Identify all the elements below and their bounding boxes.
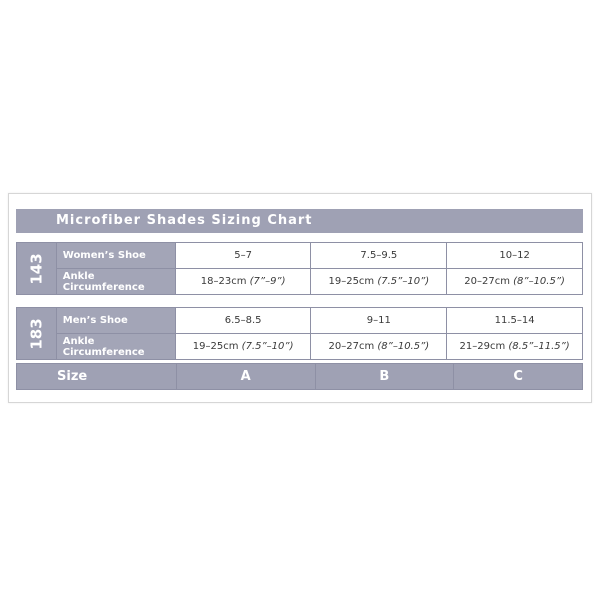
- cell-ankle-183-a: 19–25cm (7.5”–10”): [175, 334, 311, 360]
- cell-ankle-143-a: 18–23cm (7”–9”): [175, 269, 311, 295]
- group-id-183: 183: [17, 308, 57, 360]
- cell-womens-shoe-a: 5–7: [175, 243, 311, 269]
- cell-womens-shoe-b: 7.5–9.5: [311, 243, 447, 269]
- cell-mens-shoe-c: 11.5–14: [447, 308, 583, 334]
- size-row: [16, 363, 583, 390]
- cell-mens-shoe-a: 6.5–8.5: [175, 308, 311, 334]
- cell-womens-shoe-c: 10–12: [447, 243, 583, 269]
- cell-ankle-143-c: 20–27cm (8”–10.5”): [447, 269, 583, 295]
- cell-ankle-183-b: 20–27cm (8”–10.5”): [311, 334, 447, 360]
- size-c: C: [454, 364, 583, 390]
- row-label-ankle-183: Ankle Circumference: [56, 334, 175, 360]
- row-label-womens-shoe: Women’s Shoe: [56, 243, 175, 269]
- size-b: B: [315, 364, 454, 390]
- size-label: Size: [17, 364, 177, 390]
- group-143-table: [16, 242, 583, 295]
- size-a: A: [176, 364, 315, 390]
- chart-title: Microfiber Shades Sizing Chart: [16, 209, 583, 233]
- cell-mens-shoe-b: 9–11: [311, 308, 447, 334]
- group-183-table: [16, 307, 583, 360]
- row-label-mens-shoe: Men’s Shoe: [56, 308, 175, 334]
- cell-ankle-183-c: 21–29cm (8.5”–11.5”): [447, 334, 583, 360]
- cell-ankle-143-b: 19–25cm (7.5”–10”): [311, 269, 447, 295]
- row-label-ankle-143: Ankle Circumference: [56, 269, 175, 295]
- group-id-143: 143: [17, 243, 57, 295]
